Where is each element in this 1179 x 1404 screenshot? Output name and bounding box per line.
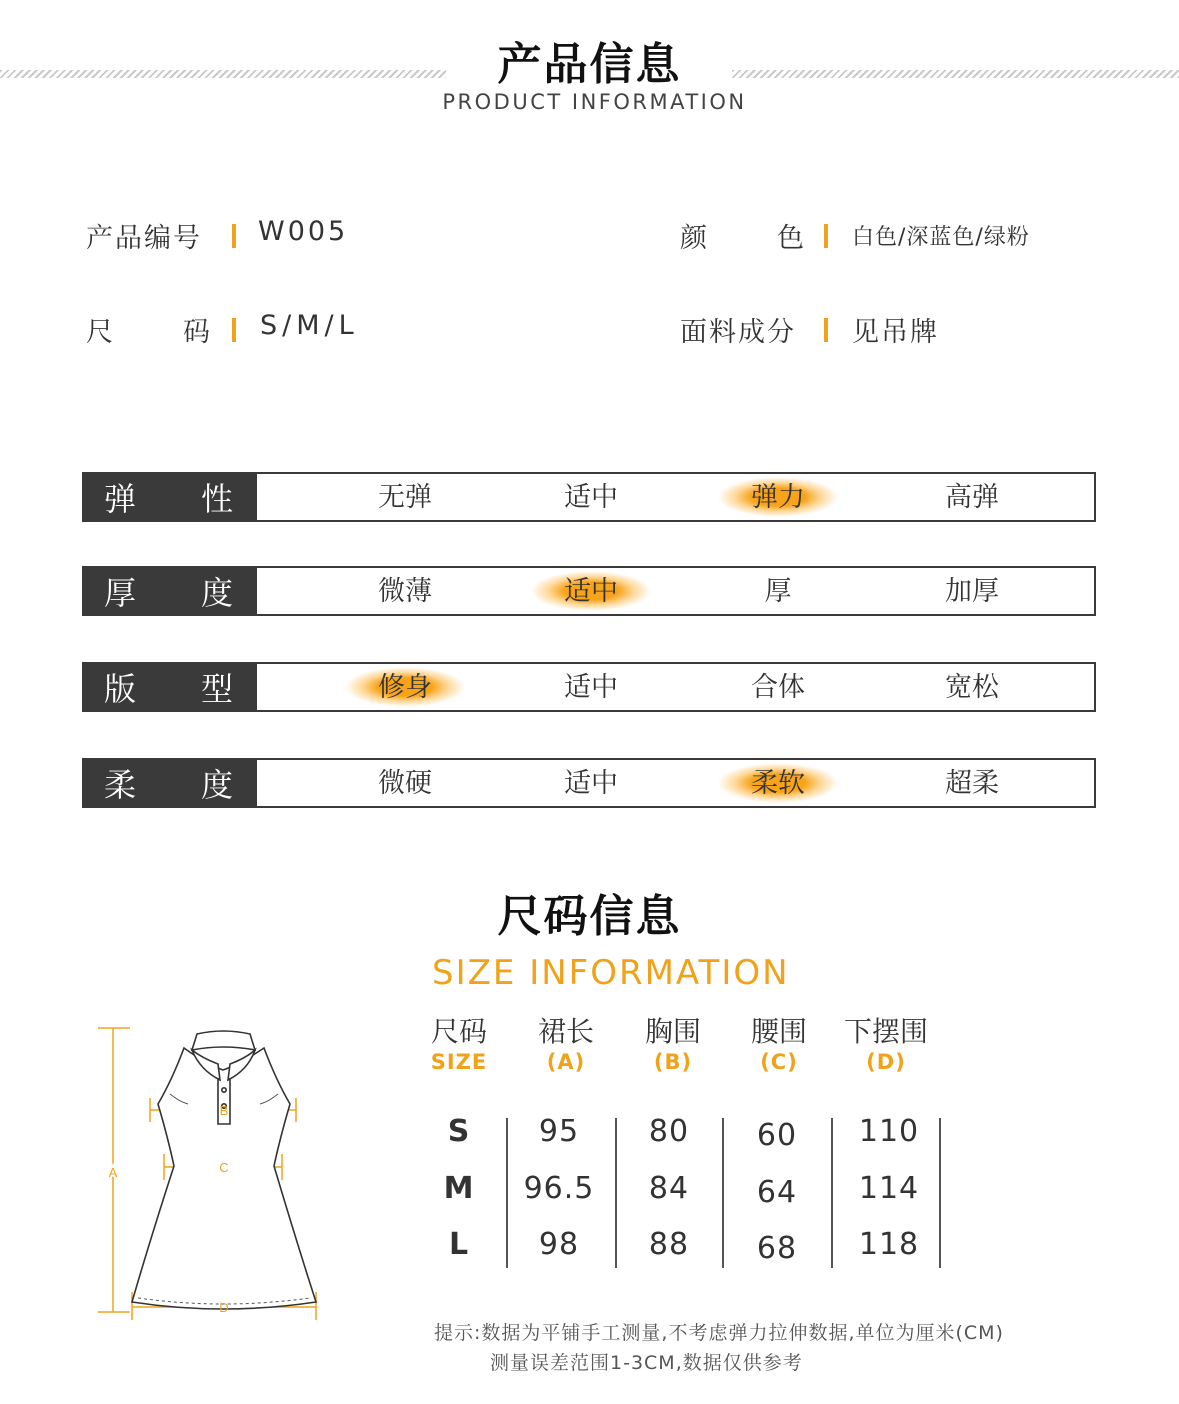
scale-option: 微硬 <box>378 768 432 799</box>
table-divider <box>831 1118 833 1268</box>
info-divider <box>232 224 236 248</box>
info-color-value: 白色/深蓝色/绿粉 <box>852 225 1030 250</box>
scale-option: 高弹 <box>945 482 999 513</box>
info-color-label-a: 颜 <box>680 223 707 254</box>
info-size-label-a: 尺 <box>86 317 113 348</box>
size-row-label: L <box>448 1227 470 1262</box>
diagram-label-b: B <box>219 1103 229 1118</box>
size-cell: 64 <box>756 1175 798 1210</box>
table-divider <box>939 1118 941 1268</box>
size-cell: 84 <box>648 1171 690 1206</box>
size-col-head: 胸围 <box>644 1015 701 1048</box>
info-size-value: S/M/L <box>260 310 359 341</box>
info-color-label-b: 色 <box>777 223 804 254</box>
note-line-2: 测量误差范围1-3CM,数据仅供参考 <box>490 1352 803 1374</box>
scale-options <box>255 758 1096 808</box>
scale-row <box>82 662 1096 712</box>
note-line-1: 提示:数据为平铺手工测量,不考虑弹力拉伸数据,单位为厘米(CM) <box>434 1322 1004 1344</box>
scale-label <box>82 758 255 808</box>
scale-option-selected: 柔软 <box>698 760 858 806</box>
table-divider <box>722 1118 724 1268</box>
size-row-label: S <box>447 1114 471 1149</box>
info-size-label <box>86 310 210 349</box>
scale-row <box>82 472 1096 522</box>
scale-option: 厚 <box>764 576 792 607</box>
scale-option: 超柔 <box>945 768 999 799</box>
scale-option-selected: 适中 <box>511 568 671 614</box>
size-col-sub: (B) <box>653 1050 693 1074</box>
table-divider <box>506 1118 508 1268</box>
scale-row <box>82 566 1096 616</box>
info-divider <box>232 318 236 342</box>
scale-option: 适中 <box>564 482 618 513</box>
size-col-sub: (D) <box>866 1050 906 1074</box>
scale-label <box>82 566 255 616</box>
scale-options <box>255 472 1096 522</box>
info-fabric-label: 面料成分 <box>680 317 796 348</box>
size-cell: 96.5 <box>523 1171 595 1206</box>
scale-label-char: 型 <box>200 670 233 708</box>
scale-option-selected: 修身 <box>325 664 485 710</box>
size-title: 尺码信息 <box>497 891 682 942</box>
scale-label <box>82 472 255 522</box>
dress-diagram <box>90 1020 330 1320</box>
scale-option: 适中 <box>564 672 618 703</box>
scale-options <box>255 566 1096 616</box>
page-title: 产品信息 <box>497 39 682 90</box>
info-divider <box>824 318 828 342</box>
scale-option: 加厚 <box>945 576 999 607</box>
scale-label <box>82 662 255 712</box>
scale-label-char: 度 <box>200 766 233 804</box>
size-cell: 98 <box>538 1227 580 1262</box>
scale-option: 微薄 <box>378 576 432 607</box>
size-cell: 95 <box>538 1114 580 1149</box>
size-cell: 60 <box>756 1118 798 1153</box>
scale-option: 合体 <box>751 672 805 703</box>
info-divider <box>824 224 828 248</box>
size-subtitle: SIZE INFORMATION <box>432 953 790 993</box>
info-size-label-b: 码 <box>183 317 210 348</box>
info-code-value: W005 <box>258 216 349 247</box>
size-cell: 118 <box>858 1227 920 1262</box>
scale-label-char: 版 <box>104 670 137 708</box>
table-divider <box>615 1118 617 1268</box>
scale-options <box>255 662 1096 712</box>
scale-label-char: 弹 <box>104 480 137 518</box>
scale-option: 无弹 <box>378 482 432 513</box>
scale-option: 适中 <box>564 768 618 799</box>
size-cell: 114 <box>858 1171 920 1206</box>
scale-row <box>82 758 1096 808</box>
size-col-head: 腰围 <box>750 1015 807 1048</box>
size-col-head: 下摆围 <box>843 1015 928 1048</box>
size-col-head: 尺码 <box>430 1015 487 1048</box>
diagram-label-a: A <box>108 1165 118 1180</box>
scale-option: 宽松 <box>945 672 999 703</box>
size-cell: 110 <box>858 1114 920 1149</box>
info-fabric-value: 见吊牌 <box>852 317 939 348</box>
scale-label-char: 厚 <box>104 574 137 612</box>
size-cell: 80 <box>648 1114 690 1149</box>
size-col-sub: SIZE <box>430 1050 488 1074</box>
size-cell: 88 <box>648 1227 690 1262</box>
scale-option-selected: 弹力 <box>698 474 858 520</box>
size-col-head: 裙长 <box>537 1015 594 1048</box>
diagram-label-c: C <box>219 1160 229 1175</box>
info-code-label: 产品编号 <box>86 223 202 254</box>
scale-label-char: 性 <box>200 480 233 518</box>
size-row-label: M <box>443 1171 475 1206</box>
info-color-label <box>680 216 804 255</box>
page-subtitle: PRODUCT INFORMATION <box>442 90 747 114</box>
size-col-sub: (C) <box>760 1050 798 1074</box>
scale-label-char: 度 <box>200 574 233 612</box>
size-cell: 68 <box>756 1231 798 1266</box>
scale-label-char: 柔 <box>104 766 137 804</box>
size-col-sub: (A) <box>546 1050 586 1074</box>
diagram-label-d: D <box>219 1300 229 1315</box>
